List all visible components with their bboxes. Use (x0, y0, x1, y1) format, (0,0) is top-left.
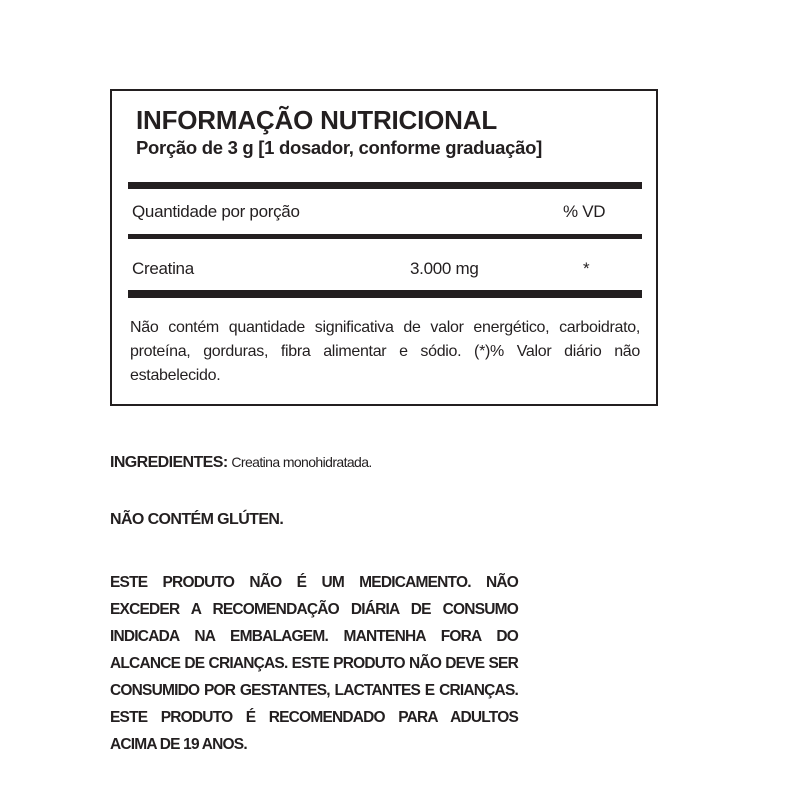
serving-size: Porção de 3 g [1 dosador, conforme graduação] (136, 137, 542, 158)
warning-text: ESTE PRODUTO NÃO É UM MEDICAMENTO. NÃO EXCEDER A RECOMENDAÇÃO DIÁRIA DE CONSUMO INDICADA NA EMBALAGEM. MANTENHA FORA DO ALCANCE DE CRIANÇAS. ESTE PRODUTO NÃO DEVE SER CONSUMIDO POR GESTANTES, LACTANTES E CRIANÇAS. ESTE PRODUTO É RECOMENDADO PARA ADULTOS ACIMA DE 19 ANOS. (110, 574, 518, 753)
daily-value-label: % VD (563, 202, 606, 221)
nutrient-daily-value: * (583, 259, 590, 278)
panel-footnote: Não contém quantidade significativa de valor energético, carboidrato, proteína, gorduras, fibra alimentar e sódio. (*)% Valor diário não estabelecido. (130, 319, 640, 384)
divider-thick-bottom (128, 290, 642, 298)
ingredients-value: Creatina monohidratada. (231, 454, 372, 470)
ingredients-label: INGREDIENTES: (110, 454, 228, 471)
nutrient-amount: 3.000 mg (410, 259, 479, 278)
quantity-per-serving-label: Quantidade por porção (132, 202, 300, 221)
divider-medium (128, 234, 642, 239)
gluten-notice: NÃO CONTÉM GLÚTEN. (110, 511, 284, 528)
panel-title: INFORMAÇÃO NUTRICIONAL (136, 105, 498, 135)
nutrient-name: Creatina (132, 259, 194, 278)
nutrition-facts-panel (110, 89, 658, 406)
ingredients-line (110, 450, 372, 475)
divider-thick (128, 182, 642, 189)
